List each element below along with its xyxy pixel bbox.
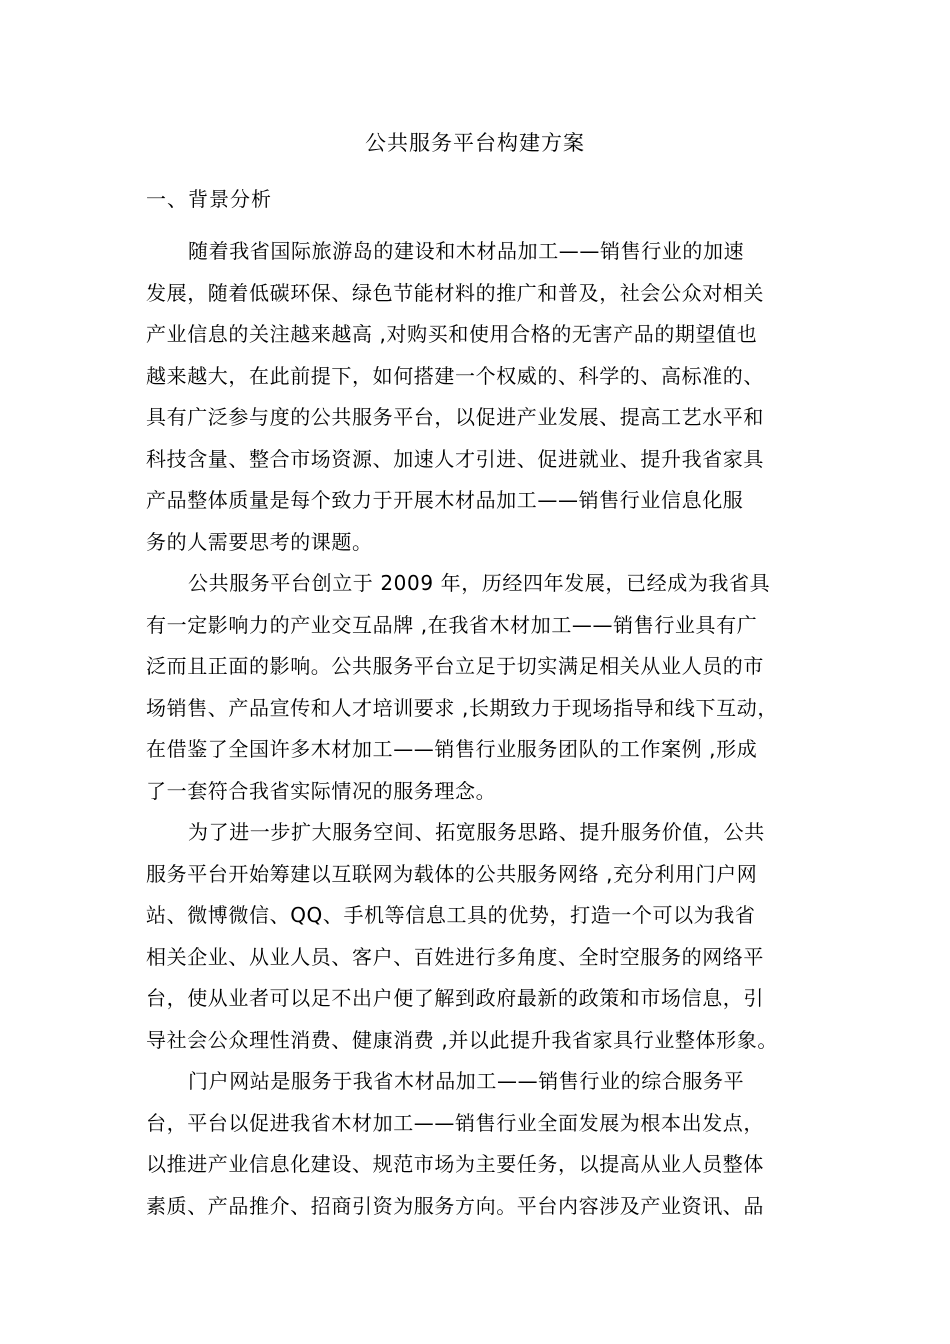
paragraph-line: 有一定影响力的产业交互品牌 ,在我省木材加工——销售行业具有广: [146, 612, 758, 637]
paragraph-1: [146, 231, 810, 563]
paragraph-line: 泛而且正面的影响。公共服务平台立足于切实满足相关从业人员的市: [146, 654, 764, 678]
paragraph-4: [146, 1061, 810, 1227]
paragraph-line: 产品整体质量是每个致力于开展木材品加工——销售行业信息化服: [146, 488, 744, 512]
paragraph-line: 随着我省国际旅游岛的建设和木材品加工——销售行业的加速: [188, 239, 745, 263]
paragraph-line: 相关企业、从业人员、客户、百姓进行多角度、全时空服务的网络平: [146, 944, 764, 969]
paragraph-2: [146, 563, 810, 812]
paragraph-line: 服务平台开始筹建以互联网为载体的公共服务网络 ,充分利用门户网: [146, 861, 758, 886]
paragraph-line: 站、微博微信、QQ、手机等信息工具的优势，打造一个可以为我省: [146, 903, 756, 927]
paragraph-line: 为了进一步扩大服务空间、拓宽服务思路、提升服务价值，公共: [188, 820, 765, 844]
paragraph-line: 发展，随着低碳环保、绿色节能材料的推广和普及，社会公众对相关: [146, 280, 764, 305]
paragraph-3: [146, 812, 810, 1061]
paragraph-line: 台，平台以促进我省木材加工——销售行业全面发展为根本出发点，: [146, 1110, 764, 1135]
paragraph-line: 越来越大，在此前提下，如何搭建一个权威的、科学的、高标准的、: [146, 363, 764, 388]
paragraph-line: 公共服务平台创立于 2009 年，历经四年发展，已经成为我省具: [188, 571, 771, 595]
document-title: 公共服务平台构建方案: [365, 131, 585, 155]
paragraph-line: 场销售、产品宣传和人才培训要求 ,长期致力于现场指导和线下互动，: [146, 695, 778, 720]
section-heading-background-analysis: 一、背景分析: [146, 187, 272, 211]
paragraph-line: 导社会公众理性消费、健康消费 ,并以此提升我省家具行业整体形象。: [146, 1027, 778, 1052]
paragraph-line: 门户网站是服务于我省木材品加工——销售行业的综合服务平: [188, 1069, 745, 1093]
paragraph-line: 科技含量、整合市场资源、加速人才引进、促进就业、提升我省家具: [146, 446, 764, 471]
paragraph-line: 在借鉴了全国许多木材加工——销售行业服务团队的工作案例 ,形成: [146, 737, 758, 761]
paragraph-line: 以推进产业信息化建设、规范市场为主要任务，以提高从业人员整体: [146, 1152, 764, 1176]
paragraph-line: 具有广泛参与度的公共服务平台，以促进产业发展、提高工艺水平和: [146, 405, 764, 429]
paragraph-line: 台，使从业者可以足不出户便了解到政府最新的政策和市场信息，引: [146, 986, 764, 1010]
paragraph-line: 素质、产品推介、招商引资为服务方向。平台内容涉及产业资讯、品: [146, 1193, 764, 1218]
paragraph-line: 务的人需要思考的课题。: [146, 529, 373, 554]
paragraph-line: 产业信息的关注越来越高 ,对购买和使用合格的无害产品的期望值也: [146, 322, 758, 346]
paragraph-line: 了一套符合我省实际情况的服务理念。: [146, 778, 497, 803]
